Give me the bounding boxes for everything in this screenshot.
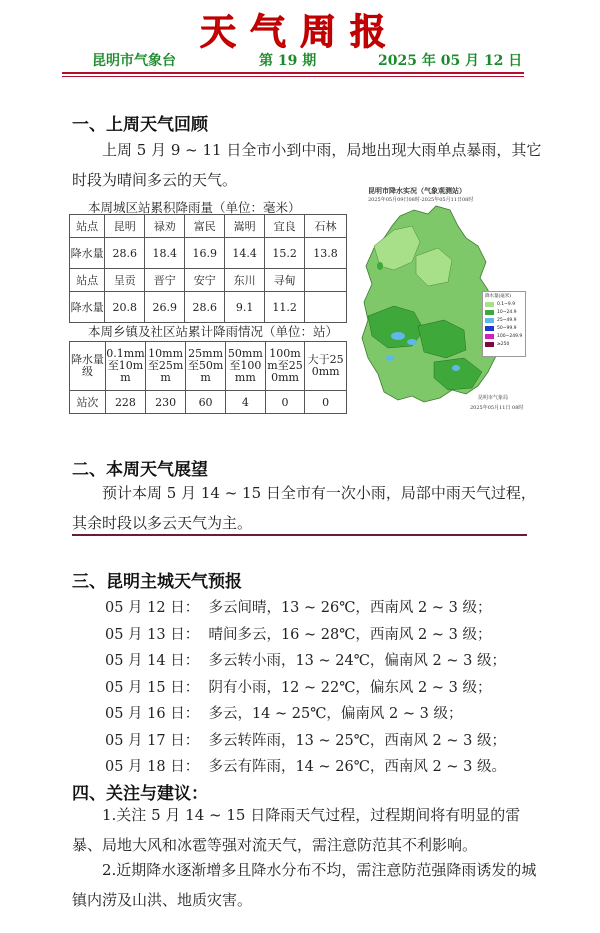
table1-row [70, 238, 347, 269]
table1-cell: 15.2 [265, 238, 305, 269]
legend-item [483, 316, 525, 324]
map-legend [482, 291, 526, 357]
legend-swatch [485, 318, 494, 323]
table1-cell: 11.2 [265, 292, 305, 323]
table1-cell: 呈贡 [105, 269, 145, 292]
table2-value-row [70, 391, 347, 414]
org-name: 昆明市气象台 [92, 53, 176, 69]
table1-cell: 16.9 [185, 238, 225, 269]
legend-swatch [485, 326, 494, 331]
table1-cell: 宜良 [265, 215, 305, 238]
table1-cell: 嵩明 [225, 215, 265, 238]
table1-cell: 寻甸 [265, 269, 305, 292]
forecast-item: 05 月 13 日： 晴间多云，16 ~ 28℃，西南风 2 ~ 3 级； [105, 626, 492, 643]
legend-label: 100~249.9 [497, 333, 523, 339]
forecast-item: 05 月 18 日： 多云有阵雨，14 ~ 26℃，西南风 2 ~ 3 级。 [105, 759, 506, 775]
report-title: 天气周报 [199, 12, 400, 53]
issue-number: 第 19 期 [259, 53, 317, 69]
forecast-item: 05 月 17 日： 多云转阵雨，13 ~ 25℃，西南风 2 ~ 3 级； [105, 732, 506, 749]
legend-label: 10~24.9 [497, 309, 517, 315]
legend-swatch [485, 334, 494, 339]
map-footer-org: 昆明市气象局 [478, 395, 509, 401]
table2-header-cell: 0.1mm至10mm [105, 342, 145, 391]
rainfall-map [354, 186, 526, 416]
table1-cell: 石林 [305, 215, 347, 238]
table1-cell: 13.8 [305, 238, 347, 269]
table2-cell: 60 [186, 391, 226, 414]
header-rule-thin [62, 76, 524, 77]
table1-cell: 28.6 [185, 292, 225, 323]
legend-item [483, 308, 525, 316]
legend-label: 25~49.9 [497, 317, 517, 323]
table1-cell: 东川 [225, 269, 265, 292]
table1-row [70, 269, 347, 292]
legend-item [483, 340, 525, 348]
table2-header-cell: 10mm至25mm [146, 342, 186, 391]
table1-cell: 富民 [185, 215, 225, 238]
issue-date: 2025 年 05 月 12 日 [378, 53, 523, 69]
rainfall-city-table [69, 214, 347, 323]
table1-cell: 降水量 [70, 292, 105, 323]
table2-cell: 0 [305, 391, 347, 414]
table2-header-cell: 25mm至50mm [186, 342, 226, 391]
table2-cell: 4 [225, 391, 265, 414]
legend-swatch [485, 302, 494, 307]
legend-item [483, 300, 525, 308]
table1-cell: 禄劝 [145, 215, 185, 238]
section2-text: 预计本周 5 月 14 ~ 15 日全市有一次小雨，局部中雨天气过程，其余时段以多云天气为主。 [72, 484, 536, 532]
advice-item: 2.近期降水逐渐增多且降水分布不均，需注意防范强降雨诱发的城镇内涝及山洪、地质灾害。 [72, 861, 537, 909]
table2-cell: 站次 [70, 391, 106, 414]
section3-heading: 三、昆明主城天气预报 [72, 572, 242, 592]
table2-header-cell: 大于250mm [305, 342, 347, 391]
table1-cell: 降水量 [70, 238, 105, 269]
map-legend-title: 降水量(毫米) [485, 294, 512, 299]
table1-cell: 站点 [70, 215, 105, 238]
table2-cell: 230 [146, 391, 186, 414]
legend-swatch [485, 310, 494, 315]
table1-cell: 14.4 [225, 238, 265, 269]
forecast-item: 05 月 15 日： 阴有小雨，12 ~ 22℃，偏东风 2 ~ 3 级； [105, 679, 492, 696]
table1-cell [305, 292, 347, 323]
advice-item: 1.关注 5 月 14 ~ 15 日降雨天气过程，过程期间将有明显的雷暴、局地大风和冰雹等强对流天气，需注意防范其不利影响。 [72, 806, 521, 854]
table1-row [70, 292, 347, 323]
legend-label: 50~99.9 [497, 325, 517, 331]
rainfall-town-table [69, 341, 347, 414]
section-divider [72, 534, 527, 536]
map-title: 昆明市降水实况（气象观测站） [368, 186, 466, 195]
forecast-item: 05 月 16 日： 多云，14 ~ 25℃，偏南风 2 ~ 3 级； [105, 706, 463, 722]
map-subtitle: 2025年05月09日08时-2025年05月11日08时 [368, 197, 474, 203]
section1-text: 上周 5 月 9 ~ 11 日全市小到中雨，局地出现大雨单点暴雨，其它时段为晴间多云的天气。 [72, 141, 542, 189]
section4-heading: 四、关注与建议： [72, 784, 208, 804]
table2-header-row [70, 342, 347, 391]
map-footer-date: 2025年05月11日 08时 [470, 405, 524, 411]
table2-cell: 228 [105, 391, 145, 414]
section1-heading: 一、上周天气回顾 [72, 115, 208, 135]
table1-cell: 20.8 [105, 292, 145, 323]
header-rule [62, 72, 524, 74]
legend-label: 0.1~9.9 [497, 301, 516, 307]
table1-cell: 28.6 [105, 238, 145, 269]
section2-heading: 二、本周天气展望 [72, 460, 208, 480]
table1-cell: 安宁 [185, 269, 225, 292]
forecast-item: 05 月 12 日： 多云间晴，13 ~ 26℃，西南风 2 ~ 3 级； [105, 600, 492, 616]
table1-cell: 昆明 [105, 215, 145, 238]
table2-caption: 本周乡镇及社区站累计降雨情况（单位：站） [88, 324, 339, 339]
table1-cell: 9.1 [225, 292, 265, 323]
table1-caption: 本周城区站累积降雨量（单位：毫米） [88, 200, 301, 215]
table1-cell: 晋宁 [145, 269, 185, 292]
legend-label: ≥250 [497, 341, 510, 347]
table1-cell: 18.4 [145, 238, 185, 269]
legend-swatch [485, 342, 494, 347]
table2-header-cell: 50mm至100mm [225, 342, 265, 391]
table2-cell: 0 [265, 391, 305, 414]
legend-item [483, 332, 525, 340]
table1-cell: 站点 [70, 269, 105, 292]
table2-header-cell: 降水量级 [70, 342, 106, 391]
table1-cell: 26.9 [145, 292, 185, 323]
table1-cell [305, 269, 347, 292]
table1-row [70, 215, 347, 238]
legend-item [483, 324, 525, 332]
forecast-item: 05 月 14 日： 多云转小雨，13 ~ 24℃，偏南风 2 ~ 3 级； [105, 653, 506, 669]
table2-header-cell: 100mm至250mm [265, 342, 305, 391]
